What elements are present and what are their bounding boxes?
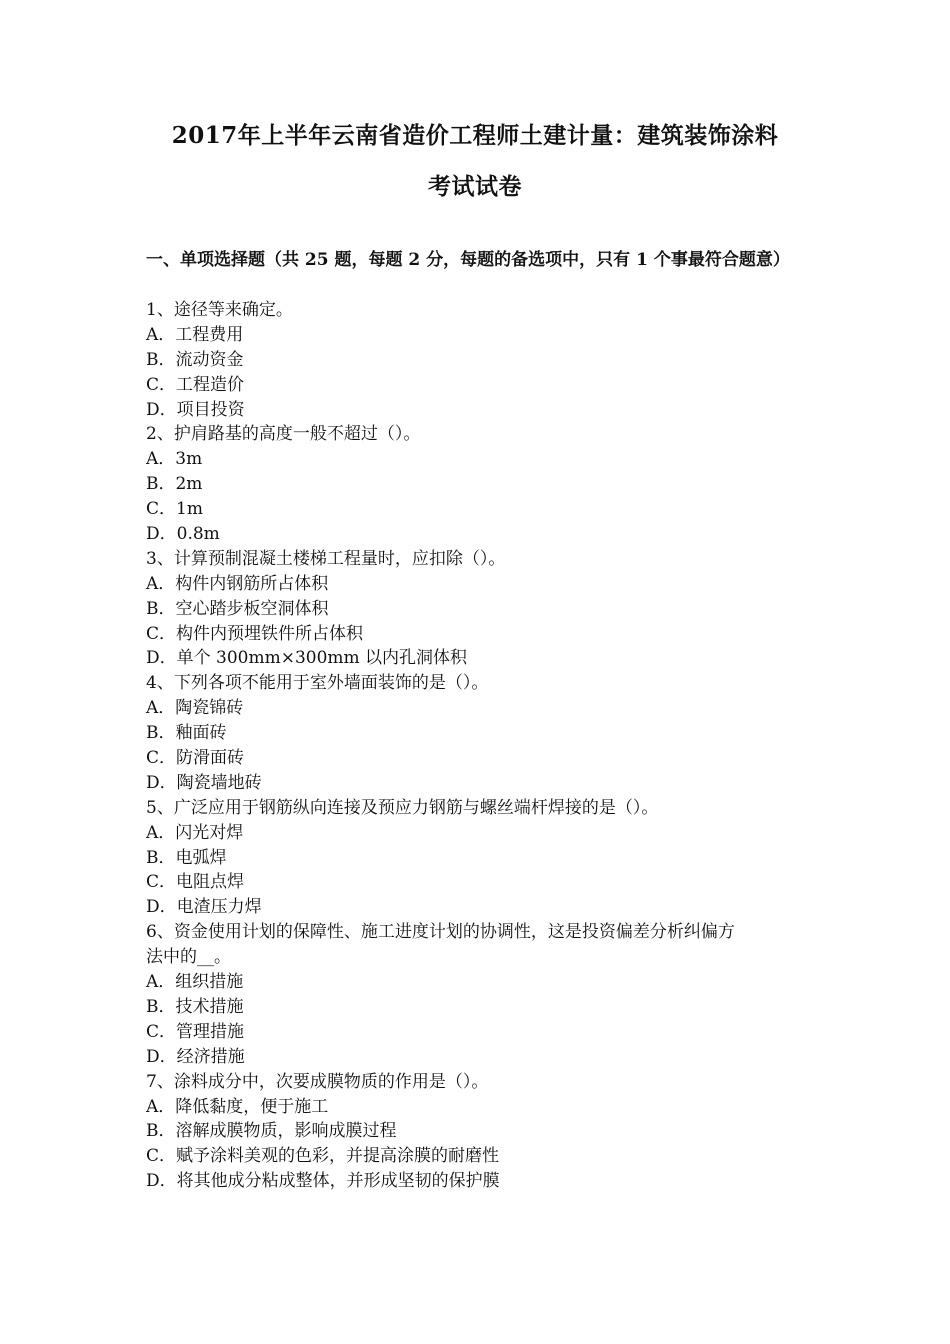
- question-3-option-a: A．构件内钢筋所占体积: [146, 573, 329, 594]
- question-4-option-b: B．釉面砖: [146, 723, 227, 744]
- question-3-option-c: C．构件内预埋铁件所占体积: [146, 623, 364, 644]
- question-2-option-b: B．2m: [146, 474, 203, 495]
- question-6-stem-line2: 法中的__。: [146, 947, 231, 968]
- question-5-option-b: B．电弧焊: [146, 847, 227, 868]
- question-2-option-c: C．1m: [146, 499, 203, 520]
- question-5-stem: 5、广泛应用于钢筋纵向连接及预应力钢筋与螺丝端杆焊接的是（）。: [146, 797, 659, 818]
- question-4-stem: 4、下列各项不能用于室外墙面装饰的是（）。: [146, 673, 489, 694]
- question-2-option-d: D．0.8m: [146, 524, 220, 545]
- question-7-option-b: B．溶解成膜物质，影响成膜过程: [146, 1121, 397, 1142]
- question-7-stem: 7、涂料成分中，次要成膜物质的作用是（）。: [146, 1071, 489, 1092]
- question-1-option-c: C．工程造价: [146, 374, 245, 395]
- question-2-option-a: A．3m: [146, 449, 203, 470]
- question-6-option-d: D．经济措施: [146, 1046, 245, 1067]
- question-7-option-d: D．将其他成分粘成整体，并形成坚韧的保护膜: [146, 1171, 500, 1192]
- question-1-option-a: A．工程费用: [146, 324, 244, 345]
- question-3-stem: 3、计算预制混凝土楼梯工程量时，应扣除（）。: [146, 548, 506, 569]
- question-3-option-b: B．空心踏步板空洞体积: [146, 598, 329, 619]
- question-1-option-b: B．流动资金: [146, 349, 244, 370]
- question-7-option-a: A．降低黏度，便于施工: [146, 1096, 329, 1117]
- question-1-stem: 1、途径等来确定。: [146, 300, 293, 320]
- document-title-line2: 考试试卷: [428, 173, 522, 200]
- question-6-option-b: B．技术措施: [146, 996, 244, 1017]
- question-3-option-d: D．单个 300mm×300mm 以内孔洞体积: [146, 648, 468, 669]
- question-7-option-c: C．赋予涂料美观的色彩，并提高涂膜的耐磨性: [146, 1146, 500, 1167]
- question-5-option-a: A．闪光对焊: [146, 822, 244, 843]
- document-title-line1: 2017年上半年云南省造价工程师土建计量：建筑装饰涂料: [171, 122, 779, 149]
- question-5-option-c: C．电阻点焊: [146, 872, 245, 893]
- question-6-option-c: C．管理措施: [146, 1021, 245, 1042]
- question-6-option-a: A．组织措施: [146, 972, 244, 993]
- question-6-stem-line1: 6、资金使用计划的保障性、施工进度计划的协调性，这是投资偏差分析纠偏方: [146, 922, 735, 943]
- section-header: 一、单项选择题（共 25 题，每题 2 分，每题的备选项中，只有 1 个事最符合题意）: [146, 250, 790, 270]
- question-4-option-c: C．防滑面砖: [146, 748, 245, 769]
- question-4-option-a: A．陶瓷锦砖: [146, 698, 244, 719]
- question-1-option-d: D．项目投资: [146, 399, 245, 420]
- question-list: [146, 298, 810, 1194]
- question-4-option-d: D．陶瓷墙地砖: [146, 772, 262, 793]
- question-2-stem: 2、护肩路基的高度一般不超过（）。: [146, 424, 421, 445]
- question-5-option-d: D．电渣压力焊: [146, 897, 262, 918]
